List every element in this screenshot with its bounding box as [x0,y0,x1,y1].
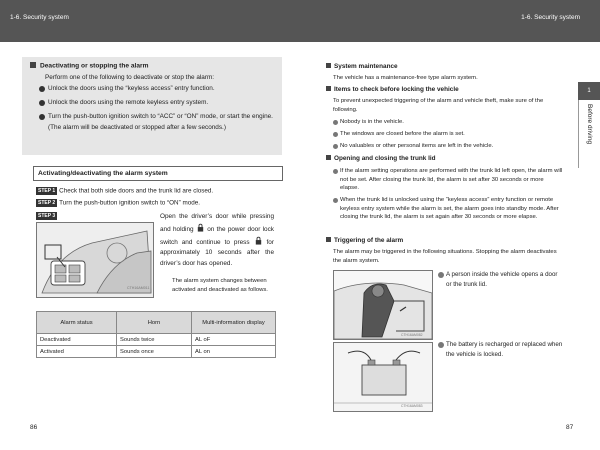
alarm-status-table [36,311,276,358]
chapter-label: Before driving [586,104,593,145]
page-number-right: 87 [566,424,574,431]
trunk-title: Opening and closing the trunk lid [326,155,436,162]
square-bullet-icon [30,62,36,68]
bullet-icon [333,198,338,203]
square-bullet-icon [326,237,331,242]
table-header: Multi-information display [192,312,276,334]
person-in-vehicle-illustration [333,270,433,340]
table-header: Alarm status [37,312,117,334]
bullet-icon [333,169,338,174]
list-item: When the trunk lid is unlocked using the “keyless access” entry function or remote keyless entry system while the alarm is set, the alarm goes into standby mode. After closing the trunk lid, the alarm is set again after 30 seconds or more elapse. [340,196,564,222]
bullet-icon [39,114,45,120]
table-cell: Sounds once [117,346,192,358]
step-3-text: Open the driver’s door while pressing and holding on the power door lock switch and continue to press for approximately 10 seconds after the driver’s door has opened. [160,213,274,268]
step-badge: STEP 3 [38,213,56,219]
list-item: Unlock the doors using the remote keyless entry system. [48,98,280,109]
list-item: Turn the push-button ignition switch to “ACC” or “ON” mode, or start the engine. (The alarm will be deactivated or stopped after a few seconds.) [48,112,280,133]
deactivate-intro: Perform one of the following to deactivate or stop the alarm: [45,74,215,81]
photo-caption: CTH16AM011 [127,286,150,290]
trigger-item: The battery is recharged or replaced when the vehicle is locked. [446,340,564,360]
triggering-title: Triggering of the alarm [326,237,403,244]
table-header-row [37,312,276,334]
step-3-label [36,212,59,220]
square-bullet-icon [326,155,331,160]
table-cell: Sounds twice [117,334,192,346]
bullet-icon [438,272,444,278]
list-item: The windows are closed before the alarm is set. [340,130,564,139]
lock-icon [254,236,263,245]
deactivate-title: Deactivating or stopping the alarm [30,62,148,70]
table-cell: Activated [37,346,117,358]
bullet-icon [333,132,338,137]
illustration-caption: CTH16AM083 [401,404,423,408]
bullet-icon [39,100,45,106]
bullet-icon [333,144,338,149]
page-number-left: 86 [30,424,38,431]
square-bullet-icon [326,86,331,91]
items-check-body: To prevent unexpected triggering of the alarm and vehicle theft, make sure of the following. [333,98,544,113]
bullet-icon [39,86,45,92]
bullet-icon [333,120,338,125]
square-bullet-icon [326,63,331,68]
page-header [0,0,600,42]
system-maintenance-title: System maintenance [326,63,398,70]
list-item: Unlock the doors using the “keyless access” entry function. [48,84,280,95]
triggering-body: The alarm may be triggered in the following situations. Stopping the alarm deactivates the alarm system. [333,249,557,264]
system-maintenance-body: The vehicle has a maintenance-free type alarm system. [333,75,478,81]
list-item: Nobody is in the vehicle. [340,118,564,127]
illustration-caption: CTH16AM082 [401,333,423,337]
battery-charger-illustration [334,343,432,411]
chapter-number: 1 [578,82,600,100]
table-cell: AL oF [192,334,276,346]
list-item: If the alarm setting operations are performed with the trunk lid left open, the alarm will not be set. After closing the trunk lid, the alarm is set after 30 seconds or more elapse. [340,167,564,193]
trigger-item: A person inside the vehicle opens a door or the trunk lid. [446,270,564,290]
step-badge: STEP 2 [38,200,56,206]
header-left-title: 1-6. Security system [10,14,69,21]
section-title: Activating/deactivating the alarm system [33,166,283,181]
vehicle-interior-illustration [334,271,432,339]
bullet-icon [438,342,444,348]
step-2: STEP 2 Turn the push-button ignition switch to “ON” mode. [38,199,200,207]
alarm-note: The alarm system changes between activated and deactivated as follows. [172,278,268,294]
step-badge: STEP 1 [38,188,56,194]
items-check-title: Items to check before locking the vehicle [326,86,459,93]
step-1: STEP 1 Check that both side doors and the trunk lid are closed. [38,187,214,195]
table-cell: Deactivated [37,334,117,346]
table-row [37,334,276,346]
lock-icon [196,223,205,232]
list-item: No valuables or other personal items are left in the vehicle. [340,142,564,151]
header-right-title: 1-6. Security system [521,14,580,21]
table-cell: AL on [192,346,276,358]
battery-illustration [333,342,433,412]
table-header: Horn [117,312,192,334]
table-row [37,346,276,358]
